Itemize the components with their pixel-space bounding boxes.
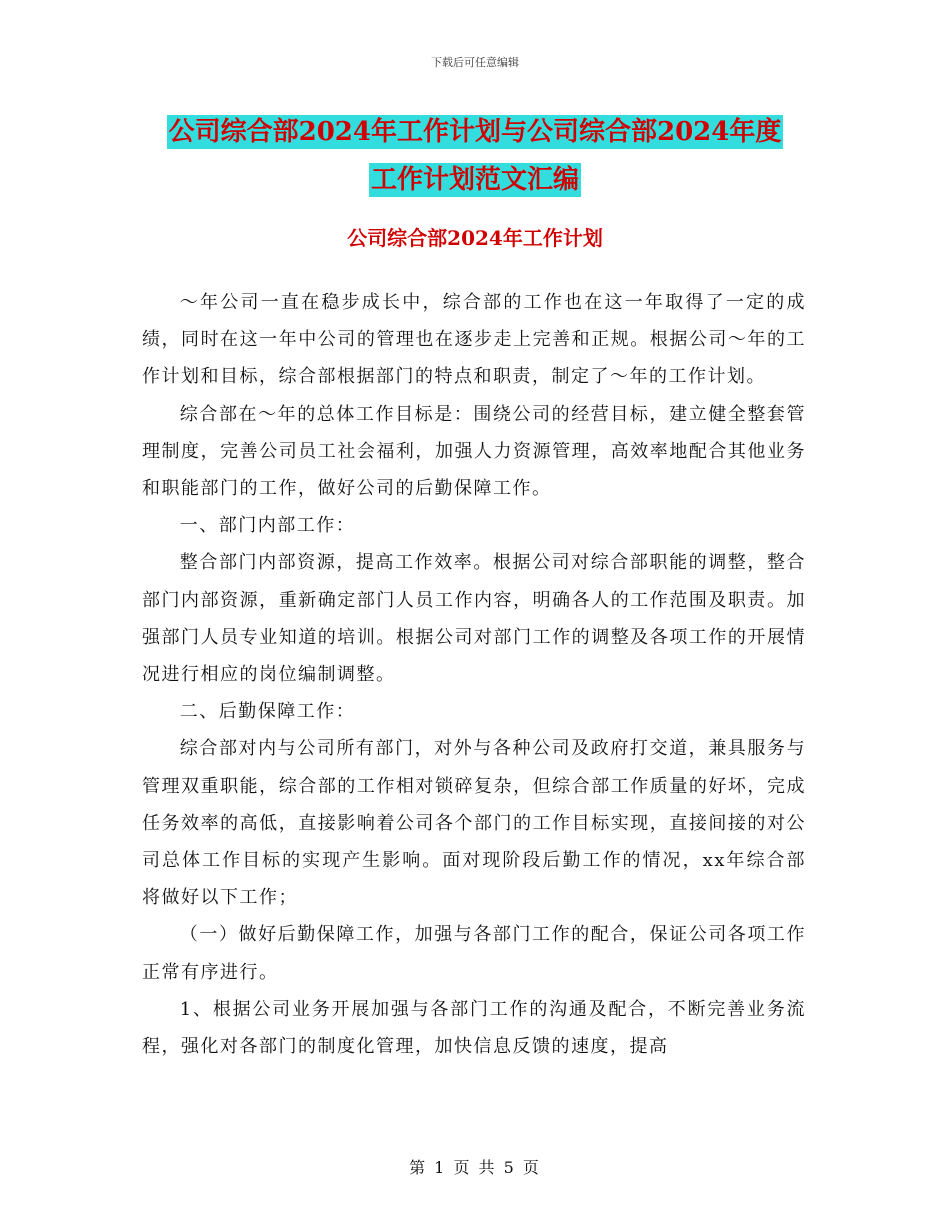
paragraph-heading: 一、部门内部工作： <box>179 515 356 537</box>
paragraph: 综合部在～年的总体工作目标是：围绕公司的经营目标，建立健全整套管理制度，完善公司员工社会福利，加强人力资源管理，高效率地配合其他业务和职能部门的工作，做好公司的后勤保障工作。 <box>142 403 806 500</box>
paragraph: 综合部对内与公司所有部门，对外与各种公司及政府打交道，兼具服务与管理双重职能，综合部的工作相对锁碎复杂，但综合部工作质量的好坏，完成任务效率的高低，直接影响着公司各个部门的工作目标实现，直接间接的对公司总体工作目标的实现产生影响。面对现阶段后勤工作的情况，xx年综合部将做好以下工作； <box>142 738 806 909</box>
paragraph: 1、根据公司业务开展加强与各部门工作的沟通及配合，不断完善业务流程，强化对各部门的制度化管理，加快信息反馈的速度，提高 <box>142 998 806 1058</box>
header-note: 下载后可任意编辑 <box>431 56 519 69</box>
document-title-line-2: 工作计划范文汇编 <box>370 165 579 195</box>
document-title <box>140 108 810 204</box>
paragraph: （一）做好后勤保障工作，加强与各部门工作的配合，保证公司各项工作正常有序进行。 <box>142 924 806 983</box>
paragraph: 整合部门内部资源，提高工作效率。根据公司对综合部职能的调整，整合部门内部资源，重新确定部门人员工作内容，明确各人的工作范围及职责。加强部门人员专业知道的培训。根据公司对部门工作的调整及各项工作的开展情况进行相应的岗位编制调整。 <box>142 552 806 686</box>
document-title-line-1: 公司综合部2024年工作计划与公司综合部2024年度 <box>168 117 782 147</box>
paragraph: ～年公司一直在稳步成长中，综合部的工作也在这一年取得了一定的成绩，同时在这一年中公司的管理也在逐步走上完善和正规。根据公司～年的工作计划和目标，综合部根据部门的特点和职责，制定了～年的工作计划。 <box>142 292 806 388</box>
section-title: 公司综合部2024年工作计划 <box>347 226 603 250</box>
paragraph-heading: 二、后勤保障工作： <box>179 701 356 723</box>
page-number: 第 1 页 共 5 页 <box>409 1158 541 1177</box>
body-text <box>142 284 806 1065</box>
